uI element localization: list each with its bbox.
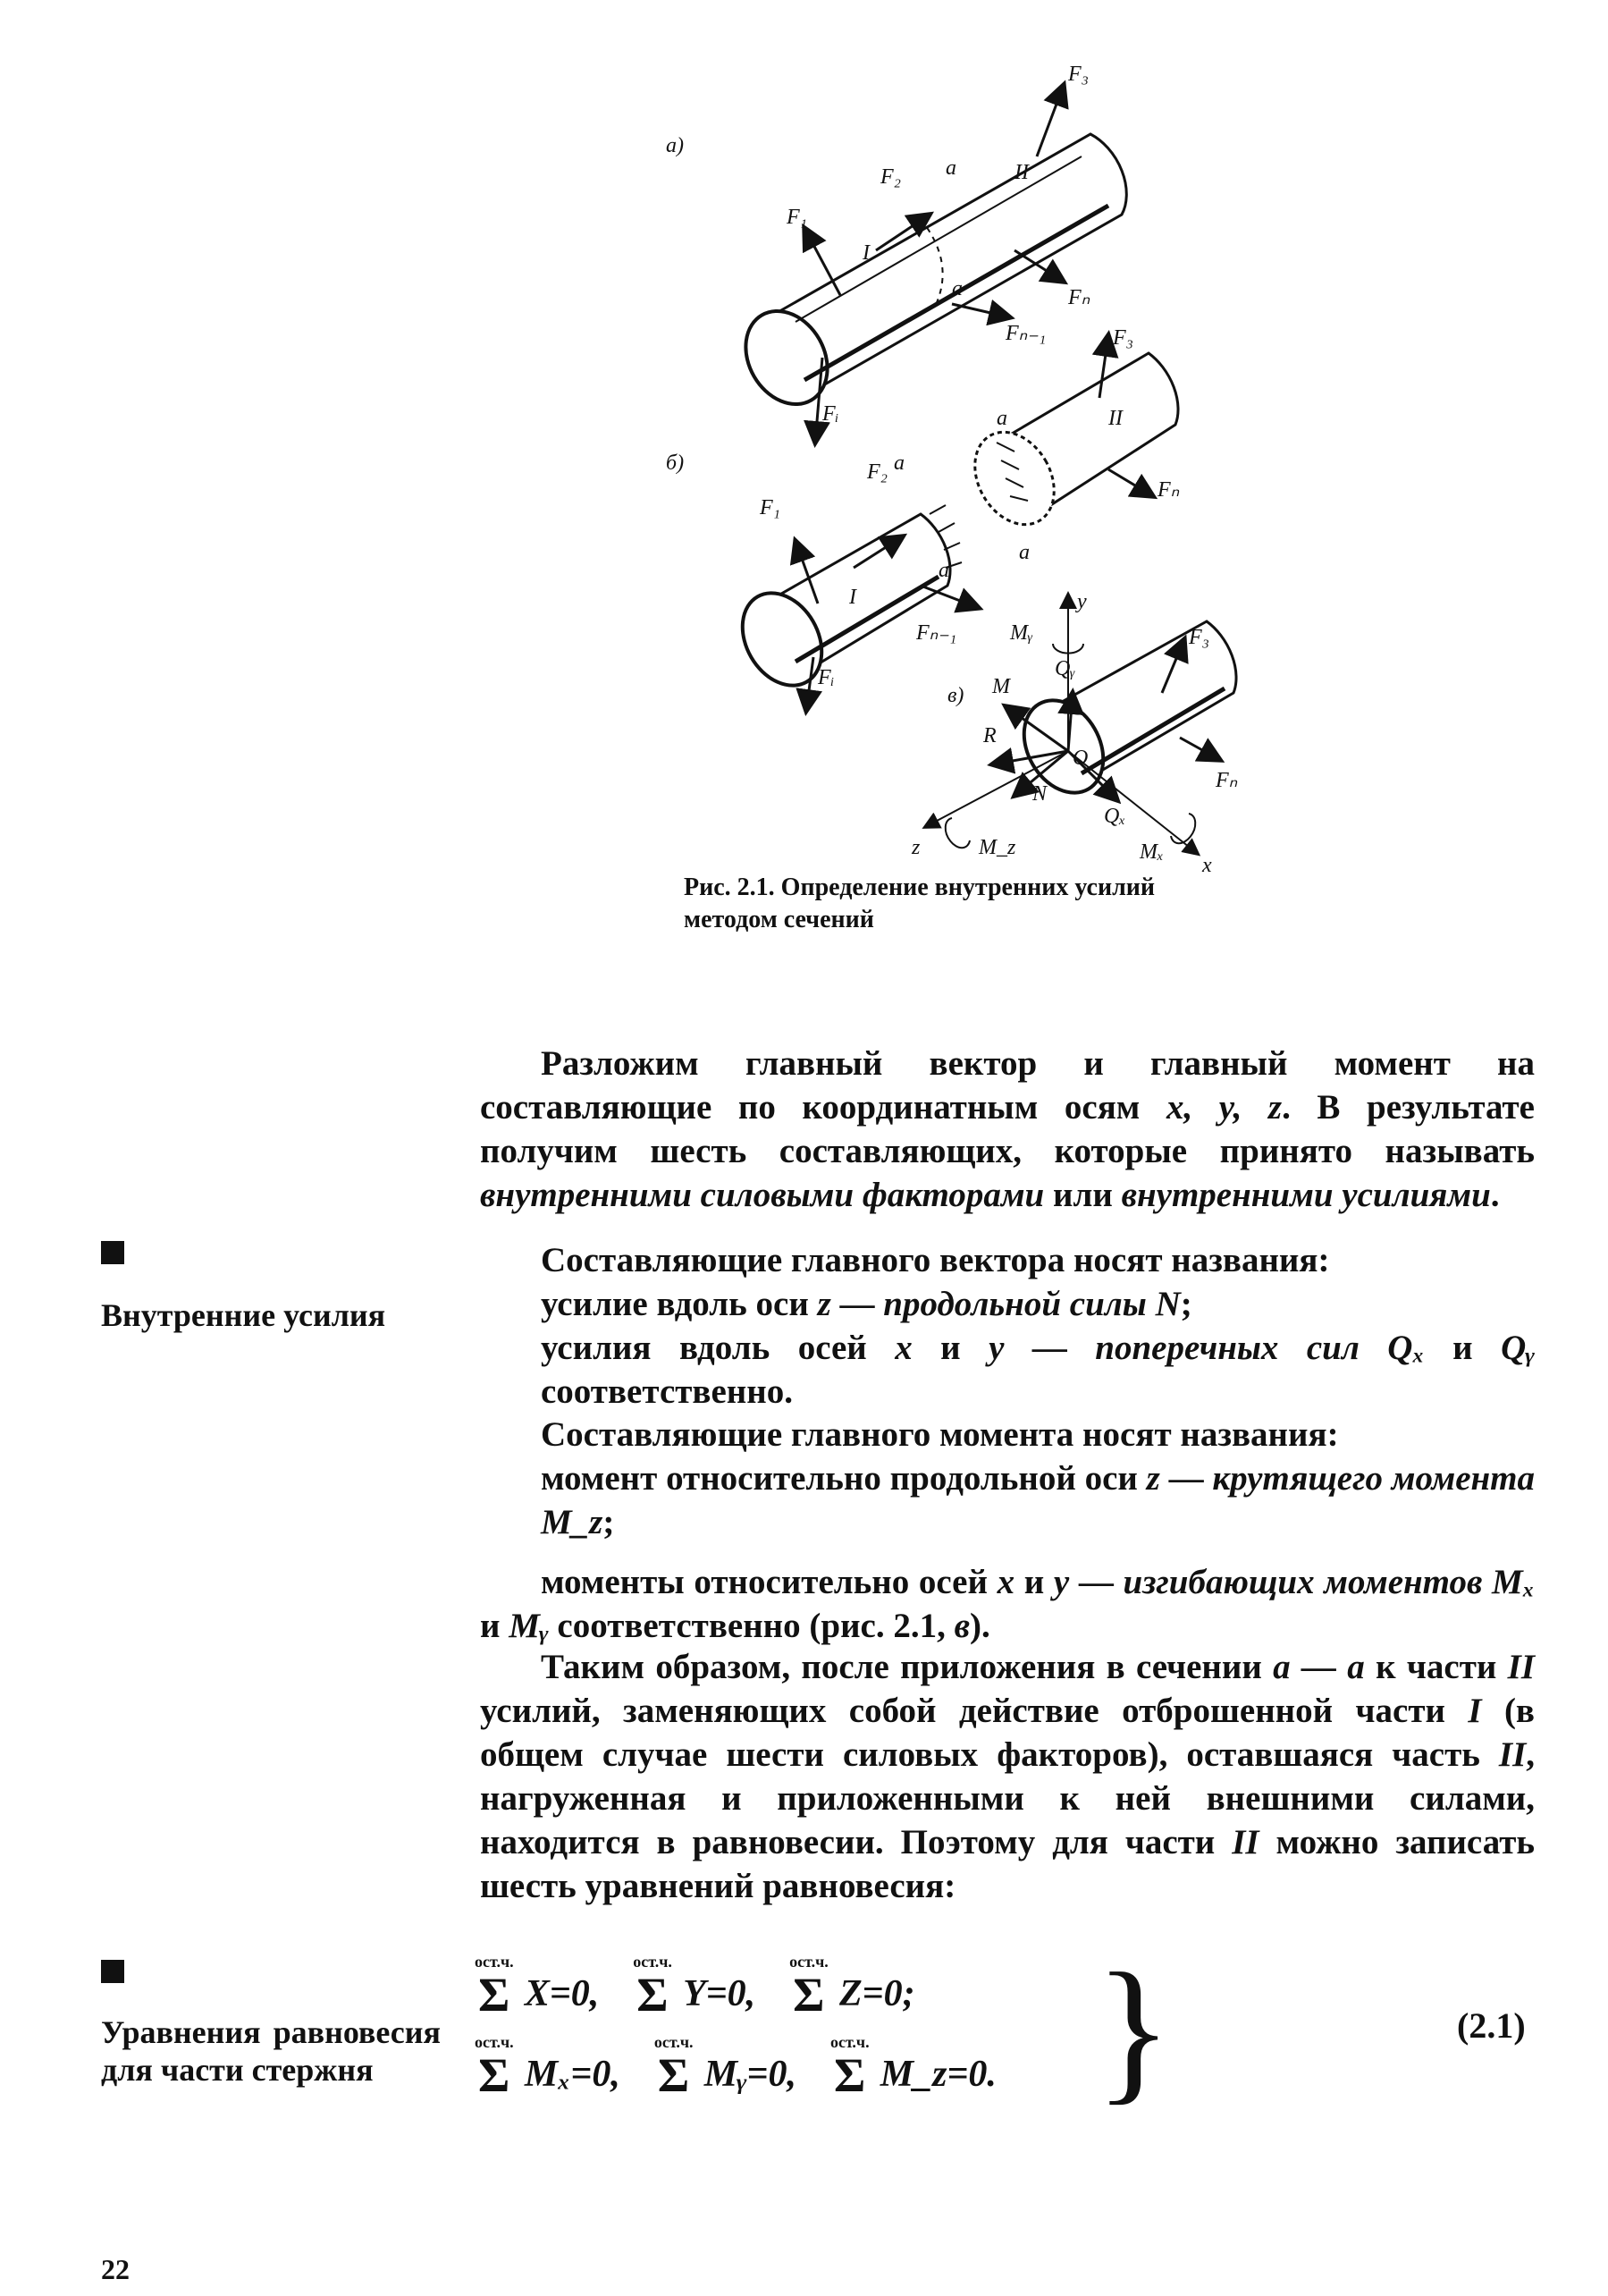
label-b-fn1: Fₙ₋₁ — [916, 621, 957, 645]
caption-title-2: методом сечений — [684, 906, 874, 933]
paragraph-2 — [480, 1238, 1535, 1414]
sum-symbol: ост.ч. Σ — [475, 2033, 514, 2102]
label-f1: F₁ — [787, 206, 808, 229]
margin-marker-1 — [101, 1241, 124, 1264]
eq-z: Z=0; — [838, 1973, 915, 2014]
label-b-part-ii: II — [1108, 407, 1123, 430]
label-f2: F₂ — [880, 165, 902, 189]
paragraph-3 — [480, 1413, 1535, 1648]
label-x: x — [1202, 854, 1212, 872]
figure-svg — [661, 49, 1341, 872]
moment-mx-arc — [1171, 814, 1195, 843]
label-part-i: I — [863, 241, 870, 265]
force-v-fn-arrow — [1180, 738, 1220, 760]
sum-symbol: ост.ч. Σ — [475, 1953, 514, 2022]
label-b-f2: F₂ — [867, 460, 888, 484]
panel-a-label: а) — [666, 134, 684, 157]
equation-brace: } — [1095, 1940, 1173, 2118]
label-f3: F₃ — [1068, 63, 1090, 86]
panel-v — [911, 590, 1238, 872]
sum-symbol: ост.ч. Σ — [653, 2033, 694, 2102]
para1-text-1: Разложим главный вектор и главный момент на составляющие по координатным осям — [480, 1044, 1535, 1127]
label-fn: Fₙ — [1068, 286, 1090, 309]
label-b-a1: a — [894, 452, 905, 475]
label-r: R — [983, 724, 997, 747]
margin-marker-2 — [101, 1960, 124, 1983]
label-fi: Fᵢ — [822, 402, 839, 426]
force-b-fn-arrow — [1108, 469, 1153, 496]
figure-caption — [684, 872, 1399, 936]
sum-symbol: ост.ч. Σ — [829, 2033, 870, 2102]
margin-note-equilibrium: Уравнения равновесия для части стержня — [101, 2014, 441, 2088]
equation-row-1 — [475, 1953, 915, 2022]
panel-a — [666, 63, 1126, 443]
para2-line-2: усилие вдоль оси z — продольной силы N; — [541, 1285, 1192, 1323]
label-v-f3: F₃ — [1189, 626, 1210, 649]
panel-b-label: б) — [666, 452, 685, 475]
label-b-f3: F₃ — [1113, 326, 1134, 350]
label-fn1: Fₙ₋₁ — [1006, 322, 1047, 345]
caption-title-1: Определение внутренних усилий — [780, 874, 1156, 901]
force-fn1-arrow — [952, 304, 1010, 317]
para2-line-1: Составляющие главного вектора носят названия: — [541, 1241, 1330, 1279]
label-mz: M_z — [979, 836, 1016, 859]
label-o: O — [1073, 747, 1089, 770]
para1-axes: x, y, z — [1166, 1088, 1283, 1127]
paragraph-1 — [480, 1042, 1535, 1217]
figure-2-1 — [661, 49, 1341, 872]
equation-number: (2.1) — [1457, 2005, 1526, 2046]
label-my: Mᵧ — [1010, 621, 1033, 645]
sum-symbol: ост.ч. Σ — [633, 1953, 672, 2022]
eq-mx: Mₓ=0, — [524, 2054, 620, 2095]
label-b-part-i: I — [849, 586, 856, 609]
para2-line-3: усилия вдоль осей x и y — поперечных сил Qₓ и Qᵧ соответственно. — [541, 1329, 1535, 1411]
label-b-a3: a — [997, 407, 1007, 430]
para1-text-4: . — [1490, 1176, 1500, 1214]
para1-text-3: или — [1044, 1176, 1122, 1214]
label-mx: Mₓ — [1140, 840, 1164, 864]
label-part-ii: II — [1014, 161, 1029, 184]
eq-y: Y=0, — [683, 1973, 756, 2014]
label-a-top: a — [946, 156, 956, 180]
para3-line-3: моменты относительно осей x и y — изгибающих моментов Mₓ и Mᵧ соответственно (рис. 2.1, в). — [480, 1563, 1535, 1645]
label-b-f1: F₁ — [760, 496, 781, 519]
label-z: z — [912, 836, 921, 859]
eq-x: X=0, — [524, 1973, 600, 2014]
equation-row-2 — [475, 2033, 997, 2103]
eq-mz: M_z=0. — [880, 2054, 997, 2095]
label-n: N — [1032, 782, 1048, 806]
force-f1-arrow — [804, 228, 840, 295]
sum-symbol: ост.ч. Σ — [789, 1953, 829, 2022]
label-b-fn: Fₙ — [1158, 478, 1180, 502]
label-a-bottom: a — [952, 277, 963, 300]
label-b-fi: Fᵢ — [818, 666, 835, 689]
label-b-a4: a — [1019, 541, 1030, 564]
label-y: y — [1077, 590, 1087, 613]
para3-line-2: момент относительно продольной оси z — крутящего момента M_z; — [541, 1459, 1536, 1541]
label-qy: Qᵧ — [1055, 657, 1075, 680]
page-number: 22 — [101, 2253, 130, 2285]
label-qx: Qₓ — [1104, 805, 1126, 828]
para3-line-1: Составляющие главного момента носят названия: — [541, 1415, 1339, 1454]
para1-term-2: внутренними усилиями — [1121, 1176, 1491, 1214]
moment-mz-arc — [946, 818, 970, 848]
panel-b — [666, 326, 1180, 711]
force-f3-arrow — [1037, 85, 1064, 156]
paragraph-4: Таким образом, после приложения в сечении a — a к части II усилий, заменяющих собой действие отброшенной части I (в общем случае шести силовых факторов), оставшаяся часть II, нагруженная и приложенными к ней внешними силами, находится в равновесии. Поэтому для части II можно записать шесть уравнений равновесия: — [480, 1648, 1535, 1905]
panel-v-label: в) — [947, 684, 964, 707]
label-b-a2: a — [939, 559, 949, 582]
label-v-fn: Fₙ — [1216, 769, 1238, 792]
eq-my: Mᵧ=0, — [703, 2054, 796, 2095]
margin-note-internal-forces: Внутренние усилия — [101, 1297, 386, 1333]
label-m: M — [992, 675, 1010, 698]
caption-prefix: Рис. 2.1. — [684, 874, 775, 901]
para1-text-2: . В результате получим шесть составляющих, которые принято называть — [480, 1088, 1535, 1170]
para1-term-1: внутренними силовыми факторами — [480, 1176, 1045, 1214]
equation-2-1 — [475, 1940, 1551, 2128]
